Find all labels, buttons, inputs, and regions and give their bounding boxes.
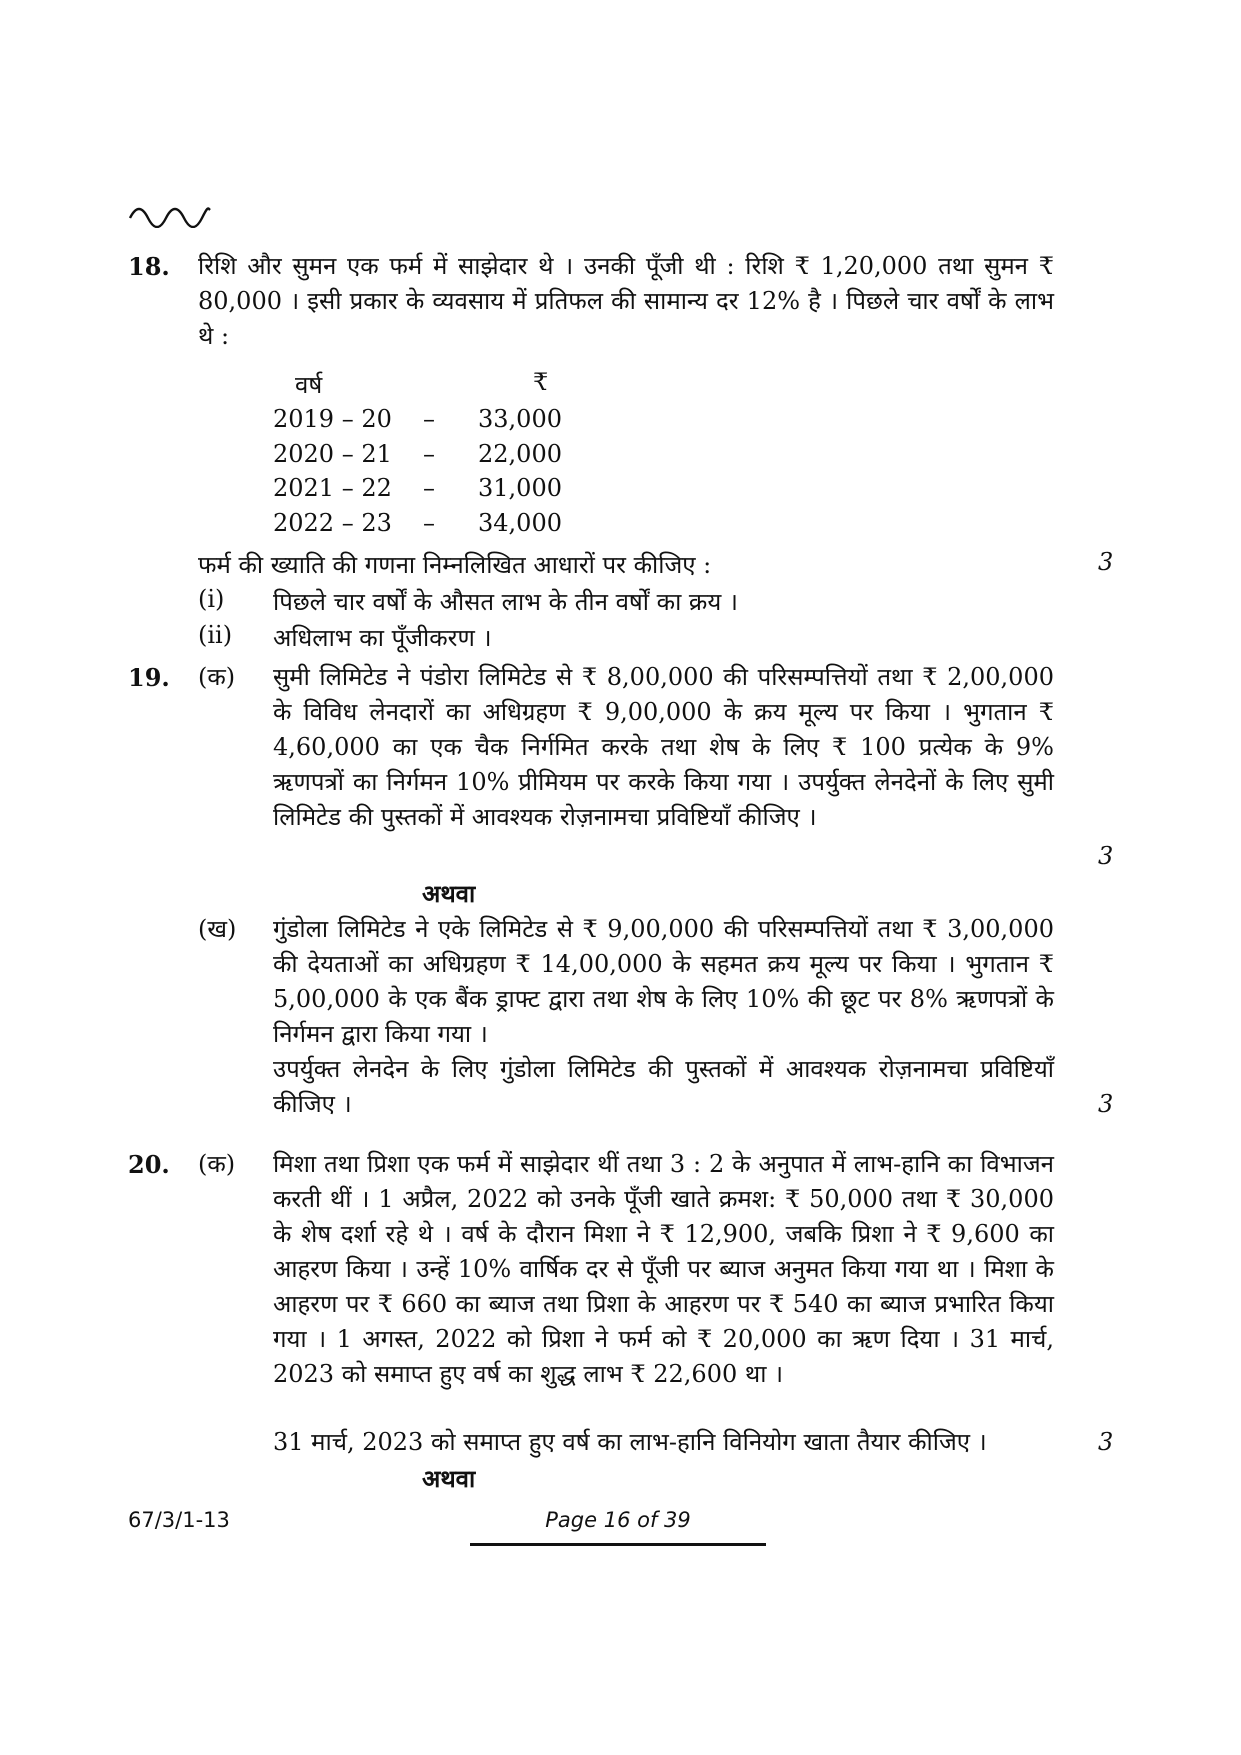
amount-cell: 33,000 [478, 405, 562, 434]
marks: 3 [1098, 1428, 1114, 1456]
paper-code: 67/3/1-13 [128, 1508, 230, 1532]
amount-cell: 22,000 [478, 439, 562, 468]
option-b-text: गुंडोला लिमिटेड ने एके लिमिटेड से ₹ 9,00,000 की परिसम्पत्तियों तथा ₹ 3,00,000 की देयताओं का अधिग्रहण ₹ 14,00,000 के सहमत क्रय मूल्य पर किया । भुगतान ₹ 5,00,000 के एक बैंक ड्राफ्ट द्वारा तथा शेष के लिए 10% की छूट पर 8% ऋणपत्रों के निर्गमन द्वारा किया गया । [273, 915, 1054, 1048]
question-number: 18. [128, 252, 170, 281]
part-label: (i) [198, 585, 225, 613]
table-row [273, 402, 598, 437]
dash-cell: – [423, 439, 435, 468]
dash-cell: – [423, 405, 435, 434]
part-text: अधिलाभ का पूँजीकरण । [273, 624, 492, 652]
profits-table [273, 402, 598, 540]
year-cell: 2022 – 23 [273, 508, 392, 537]
page-number: Page 16 of 39 [545, 1508, 691, 1532]
or-separator: अथवा [422, 879, 476, 908]
option-a-text: सुमी लिमिटेड ने पंडोरा लिमिटेड से ₹ 8,00,000 की परिसम्पत्तियों तथा ₹ 2,00,000 के विविध लेनदारों का अधिग्रहण ₹ 9,00,000 के क्रय मूल्य पर किया । भुगतान ₹ 4,60,000 का एक चैक निर्गमित करके तथा शेष के लिए ₹ 100 प्रत्येक के 9% ऋणपत्रों का निर्गमन 10% प्रीमियम पर करके किया गया । उपर्युक्त लेनदेनों के लिए सुमी लिमिटेड की पुस्तकों में आवश्यक रोज़नामचा प्रविष्टियाँ कीजिए । [273, 663, 1054, 831]
option-a-text: मिशा तथा प्रिशा एक फर्म में साझेदार थीं तथा 3 : 2 के अनुपात में लाभ-हानि का विभाजन करती थीं । 1 अप्रैल, 2022 को उनके पूँजी खाते क्रमश: ₹ 50,000 तथा ₹ 30,000 के शेष दर्शा रहे थे । वर्ष के दौरान मिशा ने ₹ 12,900, जबकि प्रिशा ने ₹ 9,600 का आहरण किया । उन्हें 10% वार्षिक दर से पूँजी पर ब्याज अनुमत किया गया था । मिशा के आहरण पर ₹ 660 का ब्याज तथा प्रिशा के आहरण पर ₹ 540 का ब्याज प्रभारित किया गया । 1 अगस्त, 2022 को प्रिशा ने फर्म को ₹ 20,000 का ऋण दिया । 31 मार्च, 2023 को समाप्त हुए वर्ष का शुद्ध लाभ ₹ 22,600 था । [273, 1150, 1054, 1388]
dash-cell: – [423, 508, 435, 537]
table-header-amount: ₹ [533, 368, 549, 396]
question-number: 20. [128, 1150, 170, 1179]
question-18-text: रिशि और सुमन एक फर्म में साझेदार थे । उनकी पूँजी थी : रिशि ₹ 1,20,000 तथा सुमन ₹ 80,000 । इसी प्रकार के व्यवसाय में प्रतिफल की सामान्य दर 12% है । पिछले चार वर्षों के लाभ थे : [198, 252, 1054, 350]
marks: 3 [1098, 842, 1114, 870]
year-cell: 2021 – 22 [273, 474, 392, 503]
table-row [273, 506, 598, 541]
table-row [273, 437, 598, 472]
option-a-label: (क) [198, 663, 236, 691]
amount-cell: 31,000 [478, 474, 562, 503]
wave-mark-icon [128, 200, 212, 228]
marks: 3 [1098, 1090, 1114, 1118]
year-cell: 2020 – 21 [273, 439, 392, 468]
marks: 3 [1098, 548, 1114, 576]
option-a-label: (क) [198, 1150, 236, 1178]
year-cell: 2019 – 20 [273, 405, 392, 434]
or-separator: अथवा [422, 1464, 476, 1493]
part-text: पिछले चार वर्षों के औसत लाभ के तीन वर्षों का क्रय । [273, 588, 738, 616]
table-row [273, 471, 598, 506]
question-18-instruction: फर्म की ख्याति की गणना निम्नलिखित आधारों पर कीजिए : [198, 551, 712, 579]
part-label: (ii) [198, 621, 233, 649]
question-number: 19. [128, 663, 170, 692]
footer-divider [470, 1543, 766, 1546]
option-b-text-2: उपर्युक्त लेनदेन के लिए गुंडोला लिमिटेड की पुस्तकों में आवश्यक रोज़नामचा प्रविष्टियाँ कीजिए । [273, 1055, 1054, 1118]
amount-cell: 34,000 [478, 508, 562, 537]
option-b-label: (ख) [198, 915, 237, 943]
table-header-year: वर्ष [295, 371, 323, 399]
option-a-text-2: 31 मार्च, 2023 को समाप्त हुए वर्ष का लाभ-हानि विनियोग खाता तैयार कीजिए । [273, 1428, 987, 1456]
dash-cell: – [423, 474, 435, 503]
